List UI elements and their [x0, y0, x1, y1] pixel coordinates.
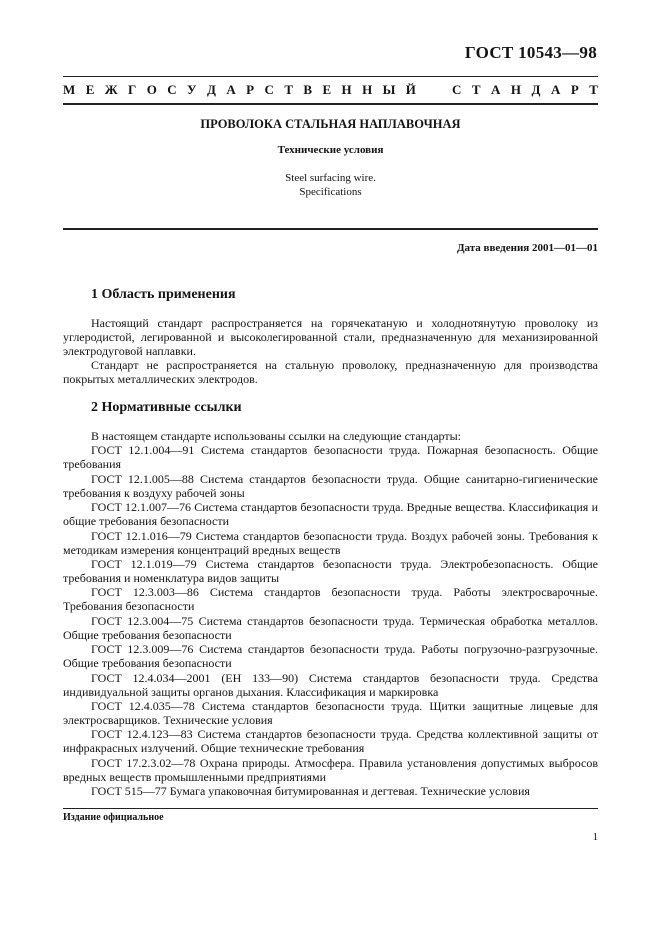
paragraph: Настоящий стандарт распространяется на горячекатаную и холоднотянутую проволоку из углеродистой, легированной и высоколегированной стали, предназначенную для механизированной электродуговой наплавки.	[63, 316, 598, 358]
english-subtitle-line: Specifications	[299, 186, 362, 198]
reference-item: ГОСТ 12.4.123—83 Система стандартов безопасности труда. Средства коллективной защиты от инфракрасных излучений. Общие технические требования	[63, 727, 598, 756]
banner-letter: С	[264, 82, 274, 97]
banner-letter: Н	[510, 82, 522, 97]
banner-letter: А	[226, 82, 236, 97]
banner-letter: О	[146, 82, 157, 97]
top-rule-thin	[63, 76, 598, 77]
banner-word-standard	[452, 82, 598, 98]
document-code: ГОСТ 10543—98	[464, 43, 597, 62]
banner-letter: В	[303, 82, 313, 97]
paragraph: Стандарт не распространяется на стальную проволоку, предназначенную для производства покрытых металлических электродов.	[63, 358, 598, 387]
banner-letter: Н	[341, 82, 352, 97]
banner-letter: Е	[322, 82, 332, 97]
top-rule-thick	[63, 103, 598, 105]
reference-item: ГОСТ 12.1.005—88 Система стандартов безопасности труда. Общие санитарно-гигиенические требования к воздуху рабочей зоны	[63, 471, 598, 500]
banner-letter: У	[187, 82, 197, 97]
section-2-body	[63, 429, 598, 798]
banner-letter: Т	[471, 82, 481, 97]
title-divider	[63, 228, 598, 230]
banner-letter: Й	[405, 82, 416, 97]
reference-item: ГОСТ 12.1.019—79 Система стандартов безопасности труда. Электробезопасность. Общие требования и номенклатура видов защиты	[63, 556, 598, 585]
banner-letter: Д	[207, 82, 216, 97]
banner-letter: Р	[570, 82, 579, 97]
reference-item: ГОСТ 17.2.3.02—78 Охрана природы. Атмосфера. Правила установления допустимых выбросов вредных веществ промышленными предприятиями	[63, 755, 598, 784]
banner-word-interstate	[63, 82, 416, 98]
reference-item: ГОСТ 12.3.003—86 Система стандартов безопасности труда. Работы электросварочные. Требования безопасности	[63, 585, 598, 614]
banner-letter: А	[550, 82, 561, 97]
banner-letter: Н	[362, 82, 373, 97]
reference-item: ГОСТ 515—77 Бумага упаковочная битумированная и дегтевая. Технические условия	[91, 784, 530, 799]
reference-item: ГОСТ 12.1.016—79 Система стандартов безопасности труда. Воздух рабочей зоны. Требования к методикам измерения концентраций вредных веществ	[63, 528, 598, 557]
banner-letter: А	[491, 82, 501, 97]
english-title	[63, 171, 598, 199]
footer-rule	[63, 808, 598, 809]
reference-item: ГОСТ 12.4.034—2001 (ЕН 133—90) Система стандартов безопасности труда. Средства индивидуальной защиты органов дыхания. Классификация и маркировка	[63, 670, 598, 699]
banner-letter: Т	[589, 82, 598, 97]
paragraph: В настоящем стандарте использованы ссылки на следующие стандарты:	[91, 429, 462, 443]
banner-letter: Г	[128, 82, 137, 97]
banner-letter: Е	[85, 82, 95, 97]
section-1-body	[63, 316, 598, 387]
standard-type-banner	[63, 82, 598, 98]
banner-letter: С	[167, 82, 177, 97]
reference-item: ГОСТ 12.3.009—76 Система стандартов безопасности труда. Работы погрузочно-разгрузочные. Общие требования безопасности	[63, 642, 598, 671]
banner-letter: Р	[246, 82, 255, 97]
reference-item: ГОСТ 12.1.007—76 Система стандартов безопасности труда. Вредные вещества. Классификация и общие требования безопасности	[63, 500, 598, 529]
document-title: ПРОВОЛОКА СТАЛЬНАЯ НАПЛАВОЧНАЯ	[200, 117, 461, 131]
page-number: 1	[592, 831, 598, 843]
reference-item: ГОСТ 12.1.004—91 Система стандартов безопасности труда. Пожарная безопасность. Общие требования	[63, 443, 598, 472]
banner-letter: Ы	[382, 82, 396, 97]
section-2-heading: 2 Нормативные ссылки	[91, 400, 242, 415]
banner-letter: Т	[284, 82, 293, 97]
banner-letter: С	[452, 82, 462, 97]
section-1-heading: 1 Область применения	[91, 287, 236, 302]
english-title-line: Steel surfacing wire.	[285, 172, 376, 184]
introduction-date: Дата введения 2001—01—01	[456, 242, 598, 254]
banner-letter: Ж	[104, 82, 118, 97]
banner-letter: М	[63, 82, 76, 97]
document-subtitle: Технические условия	[277, 144, 384, 156]
edition-note: Издание официальное	[63, 812, 164, 823]
banner-letter: Д	[531, 82, 541, 97]
reference-item: ГОСТ 12.4.035—78 Система стандартов безопасности труда. Щитки защитные лицевые для электросварщиков. Технические условия	[63, 698, 598, 727]
reference-item: ГОСТ 12.3.004—75 Система стандартов безопасности труда. Термическая обработка металлов. Общие требования безопасности	[63, 613, 598, 642]
